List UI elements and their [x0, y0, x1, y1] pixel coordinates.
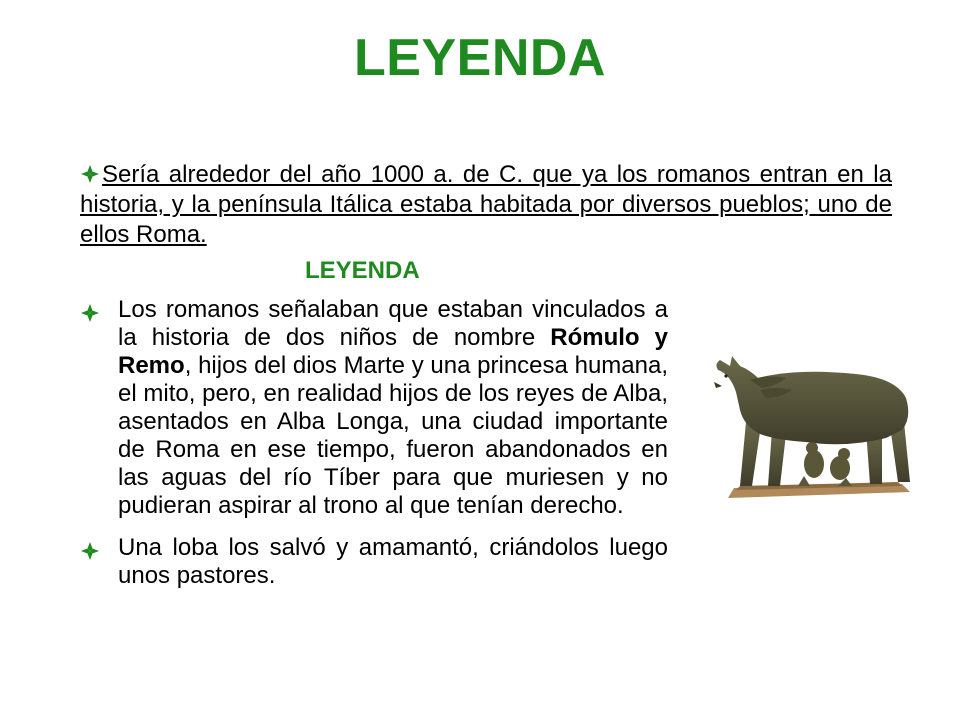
diamond-bullet-icon [80, 541, 100, 561]
legend-bullet-list [80, 296, 668, 604]
bullet-text [118, 296, 668, 520]
slide-title: LEYENDA [354, 29, 606, 87]
bullet-text-end: , hijos del dios Marte y una princesa humana, el mito, pero, en realidad hijos de los reyes de Alba, asentados en Alba Longa, una ciudad importante de Roma en ese tiempo, fueron abandonados en las aguas del río Tíber para que muriesen y no pudieran aspirar al trono al que tenían derecho. [118, 352, 668, 519]
diamond-bullet-icon [80, 303, 100, 323]
list-item [80, 534, 668, 590]
section-subtitle: LEYENDA [305, 257, 420, 284]
intro-paragraph [80, 160, 892, 250]
bullet-text-bold: Rómulo y Remo [118, 324, 668, 379]
list-item [80, 296, 668, 520]
bullet-text-start: Los romanos señalaban que estaban vinculados a la historia de dos niños de nombre [118, 296, 668, 351]
bullet-text: Una loba los salvó y amamantó, criándolos luego unos pastores. [118, 534, 668, 589]
diamond-bullet-icon [80, 164, 100, 184]
intro-text: Sería alrededor del año 1000 a. de C. que ya los romanos entran en la historia, y la península Itálica estaba habitada por diversos pueblos; uno de ellos Roma. [80, 161, 892, 248]
capitoline-wolf-image [706, 352, 928, 500]
